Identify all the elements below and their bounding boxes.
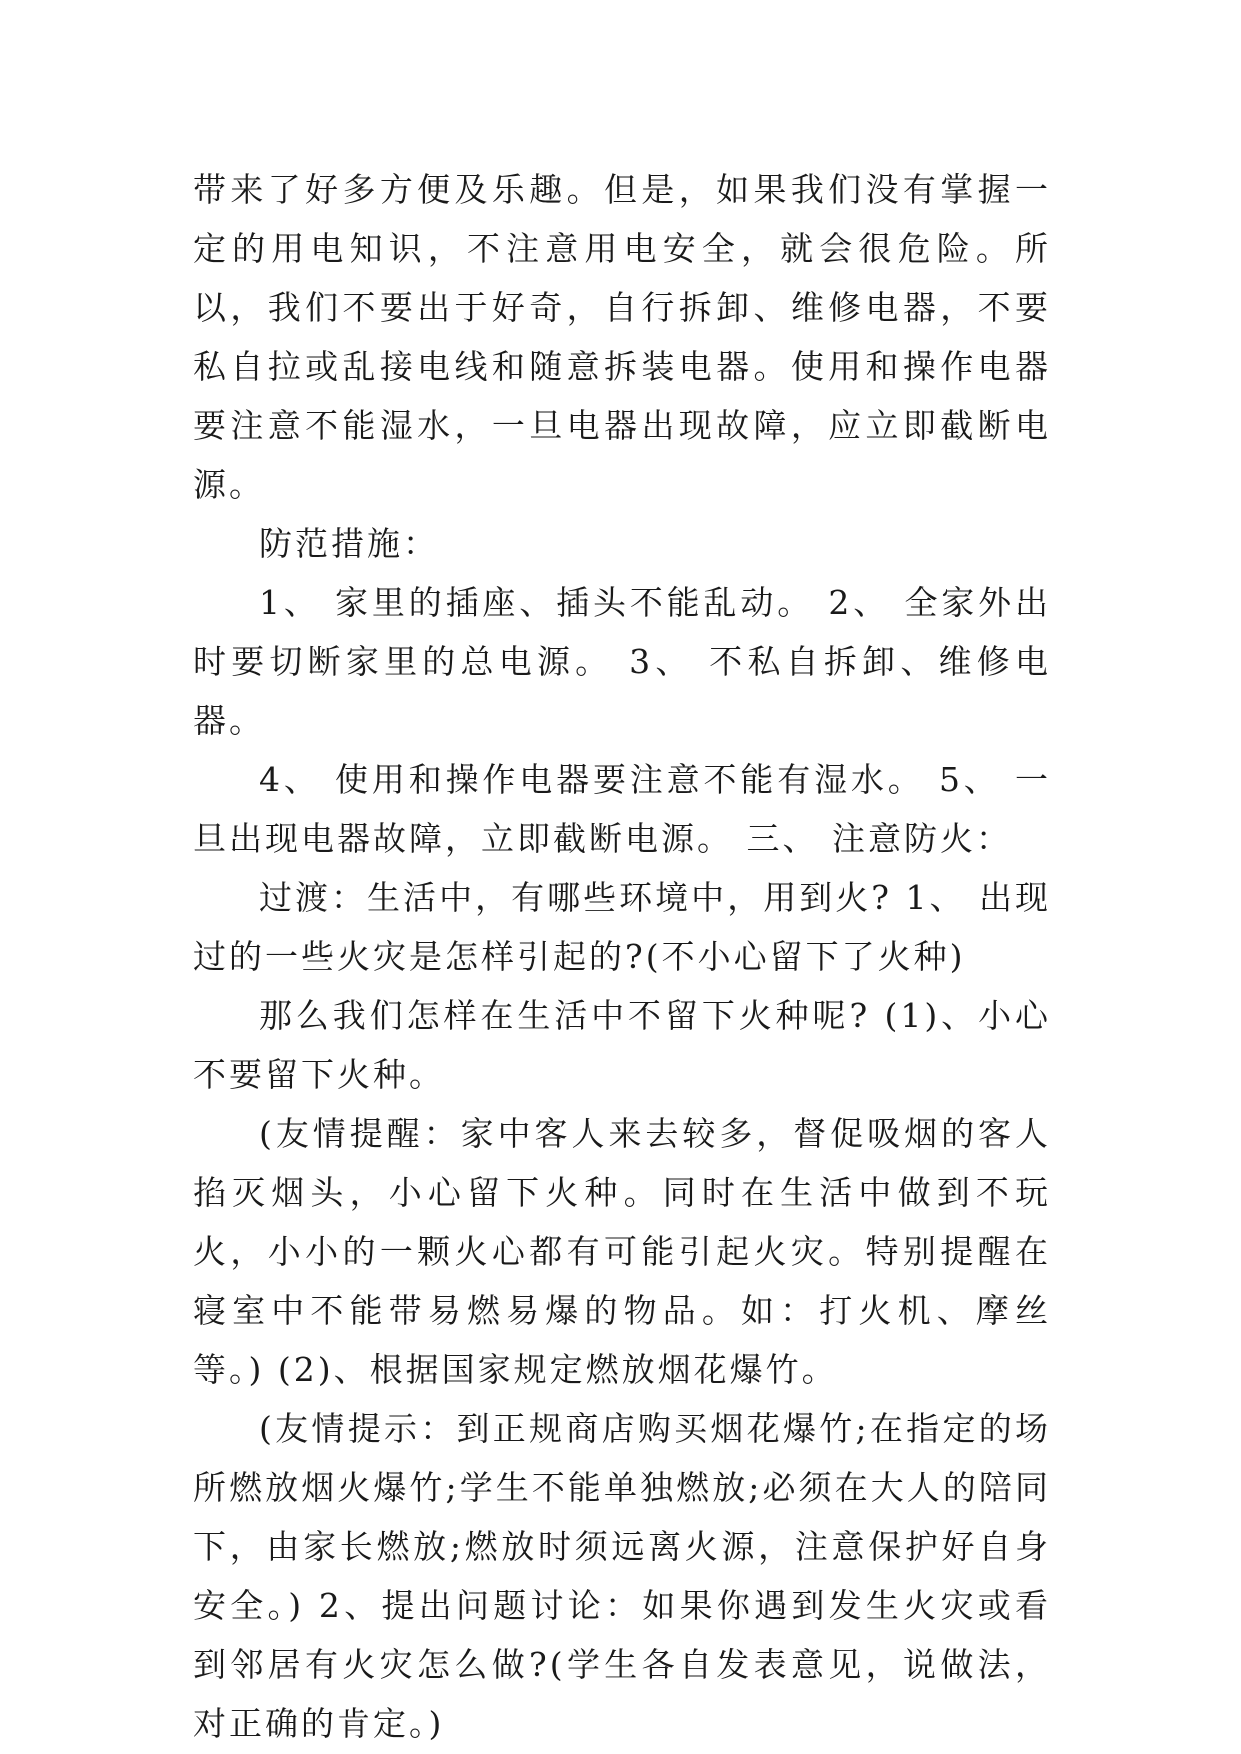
paragraph-8: (友情提示：到正规商店购买烟花爆竹;在指定的场所燃放烟火爆竹;学生不能单独燃放;必须在大人的陪同下，由家长燃放;燃放时须远离火源，注意保护好自身安全。) 2、提出问题讨论：如果你遇到发生火灾或看到邻居有火灾怎么做?(学生各自发表意见，说做法，对正确的肯定。) <box>193 1409 1051 1743</box>
paragraph-1: 带来了好多方便及乐趣。但是，如果我们没有掌握一定的用电知识，不注意用电安全，就会很危险。所以，我们不要出于好奇，自行拆卸、维修电器，不要私自拉或乱接电线和随意拆装电器。使用和操作电器要注意不能湿水，一旦电器出现故障，应立即截断电源。 <box>193 170 1051 504</box>
paragraph-6: 那么我们怎样在生活中不留下火种呢? (1)、小心不要留下火种。 <box>193 996 1051 1094</box>
paragraph-4: 4、 使用和操作电器要注意不能有湿水。 5、 一旦出现电器故障，立即截断电源。 三、 注意防火： <box>193 760 1051 858</box>
paragraph-7: (友情提醒：家中客人来去较多，督促吸烟的客人掐灭烟头，小心留下火种。同时在生活中做到不玩火，小小的一颗火心都有可能引起火灾。特别提醒在寝室中不能带易燃易爆的物品。如：打火机、摩丝等。) (2)、根据国家规定燃放烟花爆竹。 <box>193 1114 1051 1389</box>
paragraph-3: 1、 家里的插座、插头不能乱动。 2、 全家外出时要切断家里的总电源。 3、 不私自拆卸、维修电器。 <box>193 583 1051 740</box>
paragraph-5: 过渡：生活中，有哪些环境中，用到火? 1、 出现过的一些火灾是怎样引起的?(不小心留下了火种) <box>193 878 1051 976</box>
document-page <box>193 160 1051 1753</box>
paragraph-2: 防范措施： <box>259 524 439 563</box>
